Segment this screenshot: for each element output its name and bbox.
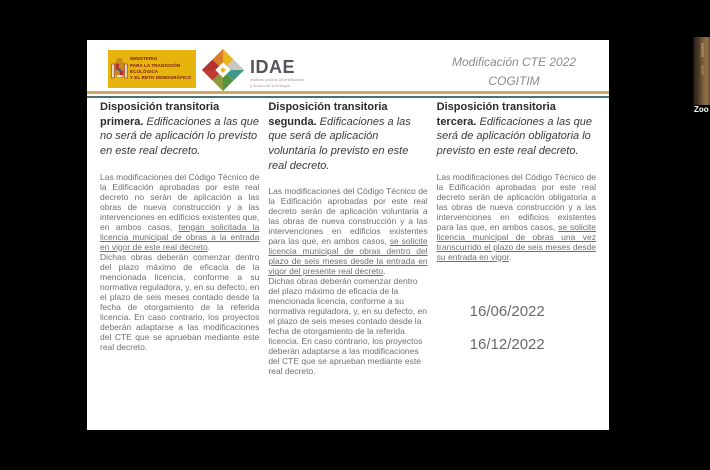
ministry-name-line: MINISTERIO (130, 56, 158, 62)
video-content-detail (701, 43, 704, 57)
columns-container (100, 100, 596, 376)
column-heading (268, 100, 427, 173)
heading-title: Disposición transitoria tercera. (436, 101, 556, 128)
ministry-name-line: PARA LA TRANSICIÓN ECOLÓGICA (130, 62, 181, 74)
idae-logo (199, 45, 304, 95)
column-paragraph: Las modificaciones del Código Técnico de la Edificación aprobadas por este real decreto serán de aplicación obligatoria a las obras de nueva construcción y a las intervenciones en edificios existentes para las que, en ambos casos, se solicite licencia municipal de obras una vez transcurrido el plazo de seis meses desde su entrada en vigor. (436, 171, 596, 262)
idae-acronym: IDAE (250, 56, 296, 77)
column-disposicion-primera (100, 100, 259, 376)
video-content-detail (701, 65, 704, 75)
column-heading (437, 100, 596, 159)
presentation-title (429, 53, 599, 90)
presentation-slide (87, 40, 609, 430)
presentation-title-line2: COGITIM (488, 73, 540, 88)
divider-gold-line (87, 91, 609, 94)
column-heading (100, 100, 259, 159)
idae-pinwheel-icon (199, 46, 247, 94)
ministry-logo (108, 50, 196, 88)
presentation-title-line1: Modificación CTE 2022 (451, 55, 577, 69)
heading-subtitle: Edificaciones a las que no será de aplicación lo previsto en este real decreto. (100, 115, 259, 157)
heading-subtitle: Edificaciones a las que será de aplicación voluntaria lo previsto en este real decreto. (268, 115, 411, 172)
heading-title: Disposición transitoria primera. (100, 101, 220, 128)
column-disposicion-tercera (437, 100, 596, 376)
idae-subtitle: Instituto para la Diversificación y Ahorro de la Energía (250, 76, 305, 88)
column-paragraph: Dichas obras deberán comenzar dentro del plazo máximo de eficacia de la mencionada licencia, conforme a su normativa reguladora, y, en su defecto, en el plazo de seis meses contado desde la fecha de otorgamiento de la referida licencia. En caso contrario, los proyectos deberán adaptarse a las modificaciones del CTE que se aprueban mediante este real decreto. (100, 251, 260, 352)
heading-title: Disposición transitoria segunda. (268, 101, 388, 128)
ministry-name (130, 56, 196, 81)
ministry-name-line: Y EL RETO DEMOGRÁFICO (130, 75, 192, 81)
participant-name-label: Zoo (694, 105, 709, 114)
participant-video-tile[interactable] (693, 37, 710, 105)
underlined-phrase: se solicite licencia municipal de obras una vez transcurrido el plazo de seis meses desde su entrada en vigor (436, 221, 596, 262)
underlined-phrase: tengan solicitada la licencia municipal de obras a la entrada en vigor de este real decreto (100, 221, 260, 252)
column-paragraph: Dichas obras deberán comenzar dentro del plazo máximo de eficacia de la mencionada licencia, conforme a su normativa reguladora, y, en su defecto, en el plazo de seis meses contado desde la fecha de otorgamiento de la referida licencia. En caso contrario, los proyectos deberán adaptarse a las modificaciones del CTE que se aprueban mediante este real decreto. (268, 276, 427, 377)
column-paragraph: Las modificaciones del Código Técnico de la Edificación aprobadas por este real decreto serán de aplicación voluntaria a las obras de nueva construcción y a las intervenciones en edificios existentes para las que, en ambos casos, se solicite licencia municipal de obras dentro del plazo de seis meses desde la entrada en vigor del presente real decreto. (268, 186, 428, 277)
column-disposicion-segunda (268, 100, 427, 376)
date-label: 16/06/2022 (469, 302, 545, 320)
date-label: 16/12/2022 (469, 335, 545, 353)
heading-subtitle: Edificaciones a las que será de aplicación obligatoria lo previsto en este real decreto. (436, 115, 592, 157)
underlined-phrase: se solicite licencia municipal de obras dentro del plazo de seis meses desde la entrada en vigor del presente real decreto (268, 236, 428, 277)
divider-teal-line (87, 96, 609, 98)
dates-block (437, 304, 596, 352)
idae-text (250, 52, 304, 88)
column-paragraph: Las modificaciones del Código Técnico de la Edificación aprobadas por este real decreto no serán de aplicación a las obras de nueva construcción y a las intervenciones en edificios existentes que, en ambos casos, tengan solicitada la licencia municipal de obras a la entrada en vigor de este real decreto. (100, 171, 260, 252)
spain-coat-of-arms-icon (111, 54, 128, 84)
